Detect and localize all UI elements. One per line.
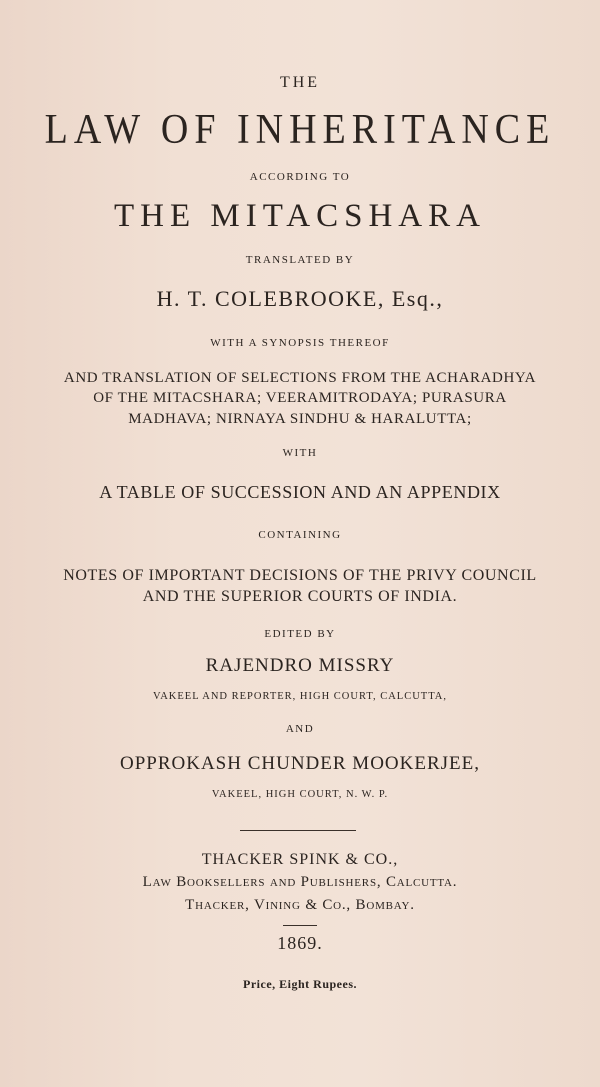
containing-label: CONTAINING — [258, 529, 342, 541]
work-title: THE MITACSHARA — [114, 198, 486, 234]
with-label: WITH — [282, 447, 318, 459]
and-label: AND — [285, 723, 315, 735]
divider-rule — [240, 830, 356, 831]
synopsis-label: WITH A SYNOPSIS THEREOF — [210, 337, 390, 349]
translator-name: H. T. COLEBROOKE, Esq., — [156, 286, 444, 311]
editor-1-role: VAKEEL AND REPORTER, HIGH COURT, CALCUTTA, — [152, 691, 448, 702]
selections-line-3: MADHAVA; NIRNAYA SINDHU & HARALUTTA; — [128, 411, 472, 427]
table-of-succession: A TABLE OF SUCCESSION AND AN APPENDIX — [99, 482, 501, 502]
publication-year: 1869. — [277, 933, 323, 953]
according-to-label: ACCORDING TO — [249, 171, 351, 183]
title-article: THE — [279, 74, 321, 91]
editor-2-name: OPPROKASH CHUNDER MOOKERJEE, — [119, 753, 480, 774]
publisher-name: THACKER SPINK & CO., — [201, 851, 399, 868]
publisher-bombay: Thacker, Vining & Co., Bombay. — [185, 897, 415, 913]
notes-line-1: NOTES OF IMPORTANT DECISIONS OF THE PRIVY COUNCIL — [63, 567, 537, 584]
selections-line-2: OF THE MITACSHARA; VEERAMITRODAYA; PURASURA — [93, 390, 507, 406]
selections-line-1: AND TRANSLATION OF SELECTIONS FROM THE ACHARADHYA — [63, 370, 537, 386]
editor-2-role: VAKEEL, HIGH COURT, N. W. P. — [211, 789, 389, 800]
edited-by-label: EDITED BY — [264, 628, 336, 640]
publisher-description: Law Booksellers and Publishers, Calcutta. — [142, 874, 458, 890]
translated-by-label: TRANSLATED BY — [245, 254, 355, 266]
book-title: LAW OF INHERITANCE — [44, 106, 556, 154]
notes-line-2: AND THE SUPERIOR COURTS OF INDIA. — [142, 588, 458, 605]
year-rule — [283, 925, 317, 926]
editor-1-name: RAJENDRO MISSRY — [205, 655, 395, 676]
price-line: Price, Eight Rupees. — [243, 977, 357, 991]
